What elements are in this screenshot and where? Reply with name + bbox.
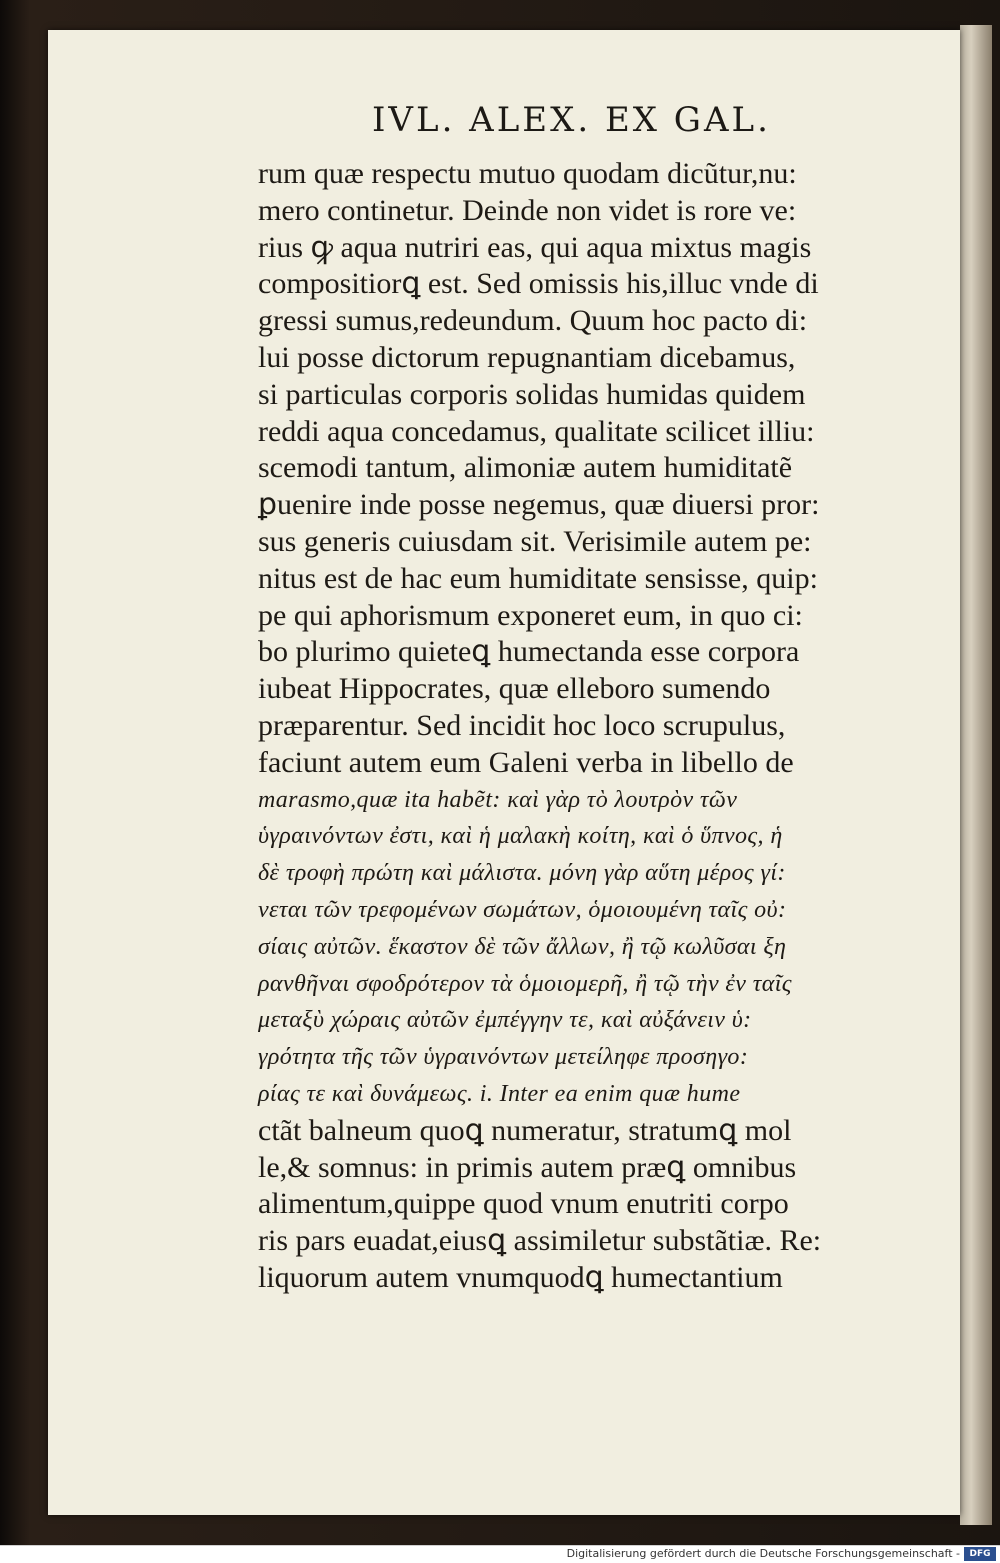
text-line: σίαις αὐτῶν. ἕκαστον δὲ τῶν ἄλλων, ἢ τῷ κωλῦσαι ξη	[258, 933, 787, 960]
text-line: δὲ τροφὴ πρώτη καὶ μάλιστα. μόνη γὰρ αὕτη μέρος γί:	[258, 860, 786, 887]
text-line: mero continetur. Deinde non videt is rore ve:	[258, 193, 797, 227]
text-line: ρίας τε καὶ δυνάμεως. i. Inter ea enim quæ hume	[258, 1080, 741, 1107]
text-line: bo plurimo quieteꝗ humectanda esse corpora	[258, 635, 800, 669]
text-line: lui posse dictorum repugnantiam dicebamus,	[258, 340, 796, 374]
text-line: ris pars euadat,eiusꝗ assimiletur substãtiæ. Re:	[258, 1224, 822, 1258]
text-line: ꝑuenire inde posse negemus, quæ diuersi pror:	[258, 488, 820, 522]
dfg-logo-icon: DFG	[964, 1547, 996, 1561]
text-line: rius ꝙ aqua nutriri eas, qui aqua mixtus magis	[258, 230, 812, 264]
text-line: ρανθῆναι σφοδρότερον τὰ ὁμοιομερῆ, ἢ τῷ τὴν ἐν ταῖς	[258, 970, 792, 997]
footer-bar	[0, 1545, 1000, 1563]
text-line: scemodi tantum, alimoniæ autem humiditatẽ	[258, 451, 793, 485]
body-text	[258, 156, 938, 1297]
text-line: gressi sumus,redeundum. Quum hoc pacto di:	[258, 304, 808, 338]
text-line: ctãt balneum quoꝗ numeratur, stratumꝗ mol	[258, 1113, 792, 1147]
text-line: ὑγραινόντων ἐστι, καὶ ἡ μαλακὴ κοίτη, καὶ ὁ ὕπνος, ἡ	[258, 823, 783, 850]
text-line: rum quæ respectu mutuo quodam dicũtur,nu:	[258, 157, 797, 190]
text-line: νεται τῶν τρεφομένων σωμάτων, ὁμοιουμένη ταῖς οὐ:	[258, 896, 787, 923]
text-line: alimentum,quippe quod vnum enutriti corpo	[258, 1187, 789, 1221]
text-line: pe qui aphorismum exponeret eum, in quo ci:	[258, 598, 803, 632]
text-line: si particulas corporis solidas humidas quidem	[258, 377, 806, 411]
text-line: le,& somnus: in primis autem præꝗ omnibus	[258, 1150, 797, 1184]
text-line: liquorum autem vnumquodꝗ humectantium	[258, 1260, 783, 1294]
book-page-edge	[960, 25, 992, 1525]
running-head: IVL. ALEX. EX GAL.	[372, 100, 771, 140]
text-line: γρότητα τῆς τῶν ὑγραινόντων μετείληφε προσηγο:	[258, 1044, 749, 1071]
text-line: reddi aqua concedamus, qualitate scilicet illiu:	[258, 414, 815, 448]
text-line: μεταξὺ χώραις αὐτῶν ἐμπέγγην τε, καὶ αὐξάνειν ὑ:	[258, 1007, 752, 1034]
text-line: faciunt autem eum Galeni verba in libello de	[258, 745, 794, 779]
text-line: nitus est de hac eum humiditate sensisse, quip:	[258, 561, 818, 595]
text-line: marasmo,quæ ita habẽt: καὶ γὰρ τὸ λουτρὸν τῶν	[258, 786, 738, 813]
text-line: compositiorꝗ est. Sed omissis his,illuc vnde di	[258, 267, 819, 301]
text-line: iubeat Hippocrates, quæ elleboro sumendo	[258, 672, 771, 706]
text-line: præparentur. Sed incidit hoc loco scrupulus,	[258, 708, 786, 742]
text-line: sus generis cuiusdam sit. Verisimile autem pe:	[258, 524, 812, 558]
funding-notice: Digitalisierung gefördert durch die Deutsche Forschungsgemeinschaft -	[566, 1547, 960, 1560]
